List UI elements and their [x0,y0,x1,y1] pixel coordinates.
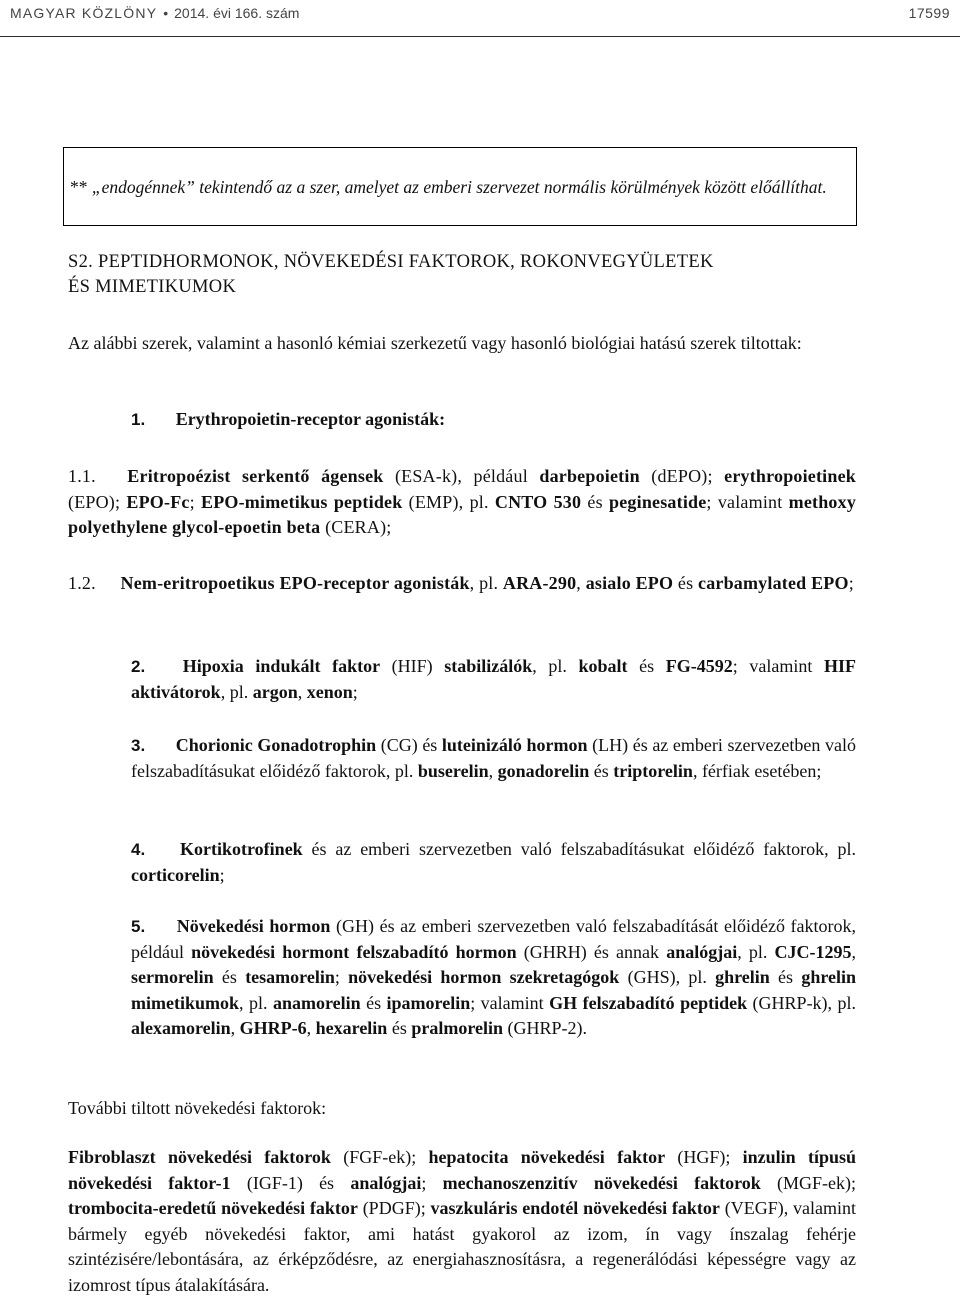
text: , pl. [469,573,503,593]
term: gonadorelin [497,760,590,781]
term: pralmorelin [411,1018,503,1038]
term: Fibroblaszt növekedési faktorok [68,1147,331,1167]
term: ARA-290 [502,573,577,593]
text: és [627,656,666,676]
text: , [306,1018,316,1038]
text: (GHS), pl. [619,967,716,987]
term: peginesatide [609,491,707,512]
text: ; [219,864,225,885]
text: (MGF-ek); [760,1172,856,1193]
item-1-heading [131,407,856,433]
term: triptorelin [613,760,693,781]
section-title [68,250,858,300]
text: (GHRH) és annak [516,941,667,962]
text: és [673,573,698,593]
term: ghrelin mimetikumok [131,967,857,1013]
text: (HGF); [665,1147,743,1167]
text: és [589,760,614,781]
text: (PDGF); [357,1198,431,1218]
text: (FGF-ek); [330,1147,429,1167]
header-separator: • [163,5,169,21]
term: ghrelin [715,967,770,987]
term: Eritropoézist serkentő ágensek [127,466,384,486]
further-heading: További tiltott növekedési faktorok: [68,1098,327,1118]
text: (GHRP-k), pl. [747,992,857,1013]
term: analógjai [666,941,738,962]
text: (dEPO); [639,466,725,486]
text: , pl. [239,992,273,1013]
text: (GHRP-2). [503,1018,587,1038]
further-paragraph [68,1145,856,1298]
term: erythropoietinek [724,466,856,486]
text: (CERA); [320,517,392,537]
item-4 [131,837,856,888]
item-3 [131,733,856,784]
text: (ESA-k), például [383,466,540,486]
term: növekedési hormon szekretagógok [348,967,620,987]
text: , [576,573,586,593]
text: ; [334,967,349,987]
term: alexamorelin [131,1018,231,1038]
item-3-number: 3. [131,736,146,755]
term: Chorionic Gonadotrophin [175,735,377,755]
text: és [581,491,610,512]
term: stabilizálók [444,656,533,676]
term: anamorelin [272,992,361,1013]
term: Hipoxia indukált faktor [182,656,381,676]
term: CJC-1295 [774,941,852,962]
term: buserelin [417,760,489,781]
term: hexarelin [315,1018,388,1038]
term: EPO-mimetikus peptidek [201,491,403,512]
term: CNTO 530 [494,491,582,512]
text: ; [352,681,358,702]
page-header [0,0,960,37]
term: xenon [306,681,353,702]
term: GH felszabadító peptidek [549,992,748,1013]
section-title-line1: S2. PEPTIDHORMONOK, NÖVEKEDÉSI FAKTOROK, ROKONVEGYÜLETEK [68,252,714,272]
term: Növekedési hormon [176,916,331,936]
text: (VEGF), valamint bármely egyéb növekedési faktor, ami hatást gyakorol az izom, ín vagy ínszalag fehérje szintézisére/lebontására, az érképződésre, az energiahasznosításra, a regenerálódási képességre vagy az izomrost típus átalakítására. [68,1198,856,1295]
text: (EMP), pl. [402,491,495,512]
text: ; [421,1172,443,1193]
section-title-line2: ÉS MIMETIKUMOK [68,277,237,297]
item-1-title: Erythropoietin-receptor agonisták: [175,409,446,429]
text: , [851,941,857,962]
item-1-number: 1. [131,410,146,429]
text: , férfiak esetében; [692,760,822,781]
text: (CG) és [376,735,442,755]
footnote-text: „endogénnek” tekintendő az a szer, amelyet az emberi szervezet normális körülmények között előállíthat. [91,177,827,197]
text: ; valamint [706,491,789,512]
text: ; [189,491,202,512]
term: HIF aktivátorok [131,656,856,702]
term: kobalt [578,656,628,676]
text: , pl. [737,941,775,962]
page-number: 17599 [908,5,950,21]
section-intro: Az alábbi szerek, valamint a hasonló kémiai szerkezetű vagy hasonló biológiai hatású szerek tiltottak: [68,333,802,353]
text: és az emberi szervezetben való felszabadításukat előidéző faktorok, pl. [302,839,857,859]
term: carbamylated EPO [698,573,849,593]
text: és [769,967,802,987]
term: FG-4592 [665,656,733,676]
term: GHRP-6 [239,1018,307,1038]
term: tesamorelin [245,967,335,987]
term: luteinizáló hormon [441,735,588,755]
term: Nem-eritropoetikus EPO-receptor agonisták [120,573,470,593]
term: analógjai [350,1172,422,1193]
text: , [230,1018,240,1038]
term: mechanoszenzitív növekedési faktorok [442,1172,761,1193]
term: növekedési hormont felszabadító hormon [191,941,517,962]
subitem-1-2 [68,571,856,597]
text: (HIF) [380,656,445,676]
subitem-1-2-number: 1.2. [68,573,96,593]
text: ; valamint [732,656,824,676]
header-publication-info [10,5,299,21]
term: darbepoietin [539,466,640,486]
footnote-box [63,147,857,226]
item-5-number: 5. [131,917,146,936]
item-5 [131,914,856,1042]
term: inzulin típusú növekedési faktor-1 [68,1147,857,1193]
text: és [360,992,387,1013]
text: (IGF-1) és [230,1172,351,1193]
text: (GH) és az emberi szervezetben való felszabadítását előidéző faktorok, például [131,916,857,962]
item-2-number: 2. [131,657,146,676]
term: trombocita-eredetű növekedési faktor [68,1198,358,1218]
text: és [213,967,246,987]
term: ipamorelin [386,992,471,1013]
text: (EPO); [68,491,127,512]
term: Kortikotrofinek [180,839,303,859]
term: EPO-Fc [126,491,190,512]
text: , [488,760,498,781]
text: , [297,681,307,702]
term: methoxy polyethylene glycol-epoetin beta [68,491,857,537]
item-2 [131,654,856,705]
footnote-asterisks: ** [70,177,88,197]
text: (LH) és az emberi szervezetben való felszabadításukat előidéző faktorok, pl. [131,735,856,781]
text: , pl. [532,656,579,676]
term: sermorelin [131,967,214,987]
subitem-1-1 [68,464,856,541]
item-4-number: 4. [131,840,146,859]
term: argon [252,681,298,702]
term: hepatocita növekedési faktor [428,1147,666,1167]
issue-number: 2014. évi 166. szám [174,5,300,21]
text: ; valamint [470,992,550,1013]
text: , pl. [220,681,253,702]
subitem-1-1-number: 1.1. [68,466,96,486]
publication-name: MAGYAR KÖZLÖNY [10,5,158,21]
text: és [387,1018,412,1038]
term: asialo EPO [585,573,674,593]
text: ; [848,573,854,593]
term: vaszkuláris endotél növekedési faktor [430,1198,720,1218]
term: corticorelin [131,864,220,885]
